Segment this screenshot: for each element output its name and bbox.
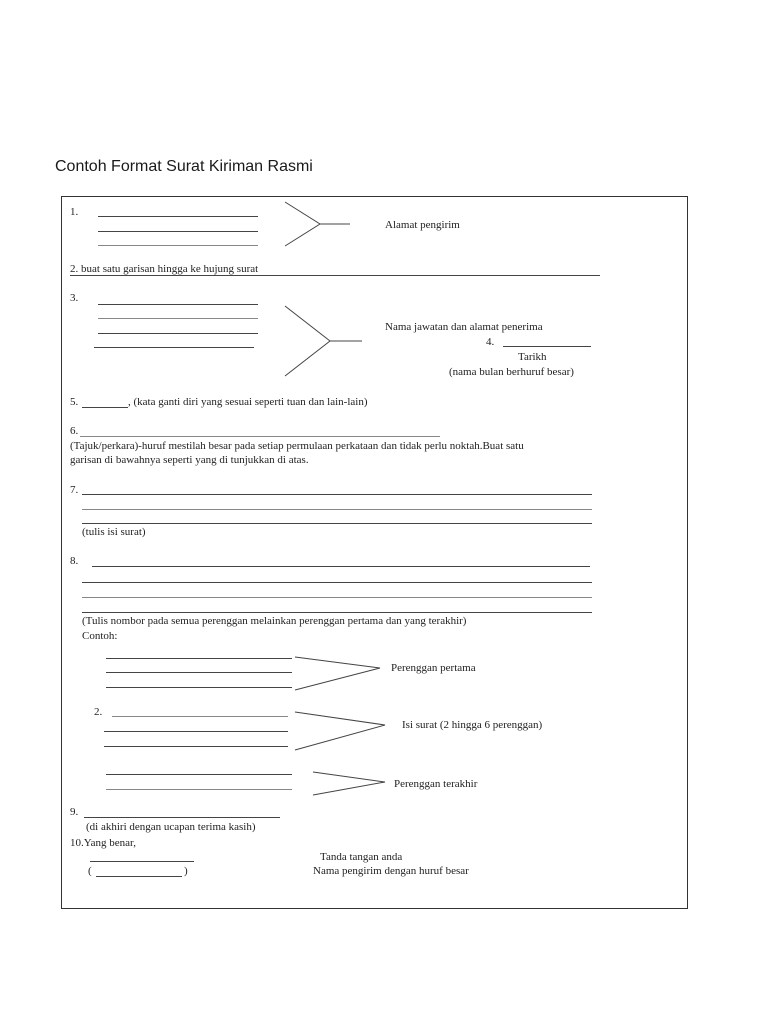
item-number-5: 5. [70,396,79,408]
last-paragraph-line [106,774,292,775]
middle-paragraph-line [104,731,288,732]
date-label: Tarikh [518,351,547,363]
middle-paragraph-label: Isi surat (2 hingga 6 perenggan) [402,719,543,731]
content-line [82,523,592,524]
recipient-address-line [94,347,254,348]
middle-paragraph-line [104,746,288,747]
full-width-line [70,275,600,276]
content-line [92,566,590,567]
closing-line [84,817,280,818]
middle-paragraph-line [112,716,288,717]
salutation-line [82,407,128,408]
first-paragraph-line [106,658,292,659]
item-number-3: 3. [70,292,79,304]
first-paragraph-line [106,687,292,688]
sender-address-label: Alamat pengirim [385,219,460,231]
salutation-note: , (kata ganti diri yang sesuai seperti tuan dan lain-lain) [128,396,368,408]
sender-name-label: Nama pengirim dengan huruf besar [313,865,469,877]
signature-label: Tanda tangan anda [320,851,403,863]
item-number-6: 6. [70,425,79,437]
closing-note: (di akhiri dengan ucapan terima kasih) [86,821,256,833]
subject-note-line-1: (Tajuk/perkara)-huruf mestilah besar pada setiap permulaan perkataan dan tidak perlu noktah.Buat satu [70,440,524,452]
printed-name-line [96,876,182,877]
content-line [82,612,592,613]
recipient-address-line [98,304,258,305]
content-line [82,494,592,495]
first-paragraph-line [106,672,292,673]
date-note: (nama bulan berhuruf besar) [449,366,574,378]
content-note: (tulis isi surat) [82,526,146,538]
item-number-8: 8. [70,555,79,567]
name-open-paren: ( [88,865,92,877]
date-line [503,346,591,347]
paragraph-number-2: 2. [94,706,103,718]
subject-note-line-2: garisan di bawahnya seperti yang di tunjukkan di atas. [70,454,309,466]
name-close-paren: ) [184,865,188,877]
content-line [82,509,592,510]
yours-sincerely: 10.Yang benar, [70,837,136,849]
signature-line [90,861,194,862]
item-number-7: 7. [70,484,79,496]
last-paragraph-line [106,789,292,790]
item-number-1: 1. [70,206,79,218]
sender-address-line [98,231,258,232]
sender-address-line [98,245,258,246]
example-label: Contoh: [82,630,118,642]
bracket-first-paragraph [295,657,380,690]
bracket-last-paragraph [313,772,385,795]
bracket-middle-paragraphs [295,712,385,750]
last-paragraph-label: Perenggan terakhir [394,778,478,790]
recipient-address-label: Nama jawatan dan alamat penerima [385,321,543,333]
bracket-sender-address [285,202,350,246]
sender-address-line [98,216,258,217]
item-number-4: 4. [486,336,495,348]
first-paragraph-label: Perenggan pertama [391,662,476,674]
recipient-address-line [98,333,258,334]
content-line [82,597,592,598]
bracket-recipient-address [285,306,362,376]
document-title: Contoh Format Surat Kiriman Rasmi [55,158,313,175]
item-2-text: 2. buat satu garisan hingga ke hujung surat [70,263,259,275]
item-number-9: 9. [70,806,79,818]
recipient-address-line [98,318,258,319]
paragraph-number-note: (Tulis nombor pada semua perenggan melainkan perenggan pertama dan yang terakhir) [82,615,467,627]
subject-line [80,436,440,437]
content-line [82,582,592,583]
